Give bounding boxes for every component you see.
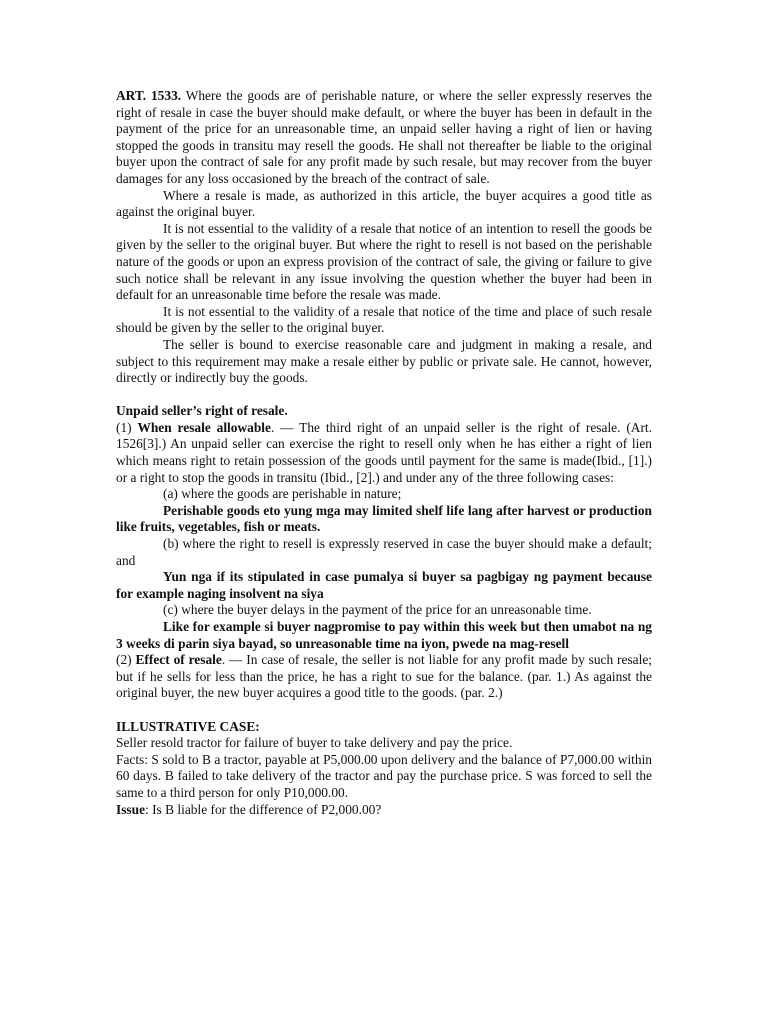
section-1-paragraph: (1) When resale allowable. — The third right of an unpaid seller is the right of resale. (Art. 1526[3].) An unpaid seller can exercise the right to resell only when he has either a right of lien which means right to retain possession of the goods until payment for the same is made(Ibid., [1].) or a right to stop the goods in transitu (Ibid., [2].) and under any of the three following cases: bbox=[116, 419, 652, 485]
article-text: Where the goods are of perishable nature, or where the seller expressly reserves the right of resale in case the buyer should make default, or where the buyer has been in default in the payment of the price for an unreasonable time, an unpaid seller having a right of lien or having stopped the goods in transitu may resell the goods. He shall not thereafter be liable to the original buyer upon the contract of sale for any profit made by such resale, but may recover from the buyer damages for any loss occasioned by the breach of the contract of sale. bbox=[116, 88, 652, 186]
case-heading: ILLUSTRATIVE CASE: bbox=[116, 718, 260, 734]
note-b: Yun nga if its stipulated in case pumalya si buyer sa pagbigay ng payment because for example naging insolvent na siya bbox=[116, 569, 652, 601]
section-heading: Unpaid seller’s right of resale. bbox=[116, 403, 288, 419]
case-a: (a) where the goods are perishable in nature; bbox=[163, 486, 402, 502]
issue-label: Issue bbox=[116, 801, 146, 817]
section-2-title: Effect of resale bbox=[135, 652, 222, 668]
section-1-title: When resale allowable bbox=[137, 419, 271, 435]
case-c: (c) where the buyer delays in the payment of the price for an unreasonable time. bbox=[163, 602, 592, 618]
case-subtitle: Seller resold tractor for failure of buyer to take delivery and pay the price. bbox=[116, 735, 513, 751]
case-facts: Facts: S sold to B a tractor, payable at P5,000.00 upon delivery and the balance of P7,000.00 within 60 days. B failed to take delivery of the tractor and pay the purchase price. S was forced to sell the same to a third person for only P10,000.00. bbox=[116, 751, 652, 800]
spacer bbox=[116, 702, 652, 719]
article-paragraph-5: The seller is bound to exercise reasonable care and judgment in making a resale, and subject to this requirement may make a resale either by public or private sale. He cannot, however, directly or indirectly buy the goods. bbox=[116, 336, 652, 386]
note-c: Like for example si buyer nagpromise to pay within this week but then umabot na ng 3 weeks di parin siya bayad, so unreasonable time na iyon, pwede na mag-resell bbox=[116, 619, 652, 651]
article-number: ART. 1533. bbox=[116, 88, 182, 103]
section-2-paragraph: (2) Effect of resale. — In case of resale, the seller is not liable for any profit made by such resale; but if he sells for less than the price, he has a right to sue for the balance. (par. 1.) As against the original buyer, the new buyer acquires a good title to the goods. (par. 2.) bbox=[116, 652, 652, 701]
article-paragraph-4: It is not essential to the validity of a resale that notice of the time and place of such resale should be given by the seller to the original buyer. bbox=[116, 303, 652, 336]
case-issue: Issue: Is B liable for the difference of P2,000.00? bbox=[116, 801, 382, 817]
article-paragraph bbox=[116, 88, 652, 188]
article-paragraph-2: Where a resale is made, as authorized in this article, the buyer acquires a good title as against the original buyer. bbox=[116, 187, 652, 220]
note-a: Perishable goods eto yung mga may limited shelf life lang after harvest or production like fruits, vegetables, fish or meats. bbox=[116, 502, 652, 535]
case-b: (b) where the right to resell is expressly reserved in case the buyer should make a default; and bbox=[116, 536, 652, 568]
spacer bbox=[116, 387, 652, 404]
article-paragraph-3: It is not essential to the validity of a resale that notice of an intention to resell the goods be given by the seller to the original buyer. But where the right to resell is not based on the perishable nature of the goods or upon an express provision of the contract of sale, the giving or failure to give such notice shall be relevant in any issue involving the question whether the buyer had been in default for an unreasonable time before the resale was made. bbox=[116, 220, 652, 303]
